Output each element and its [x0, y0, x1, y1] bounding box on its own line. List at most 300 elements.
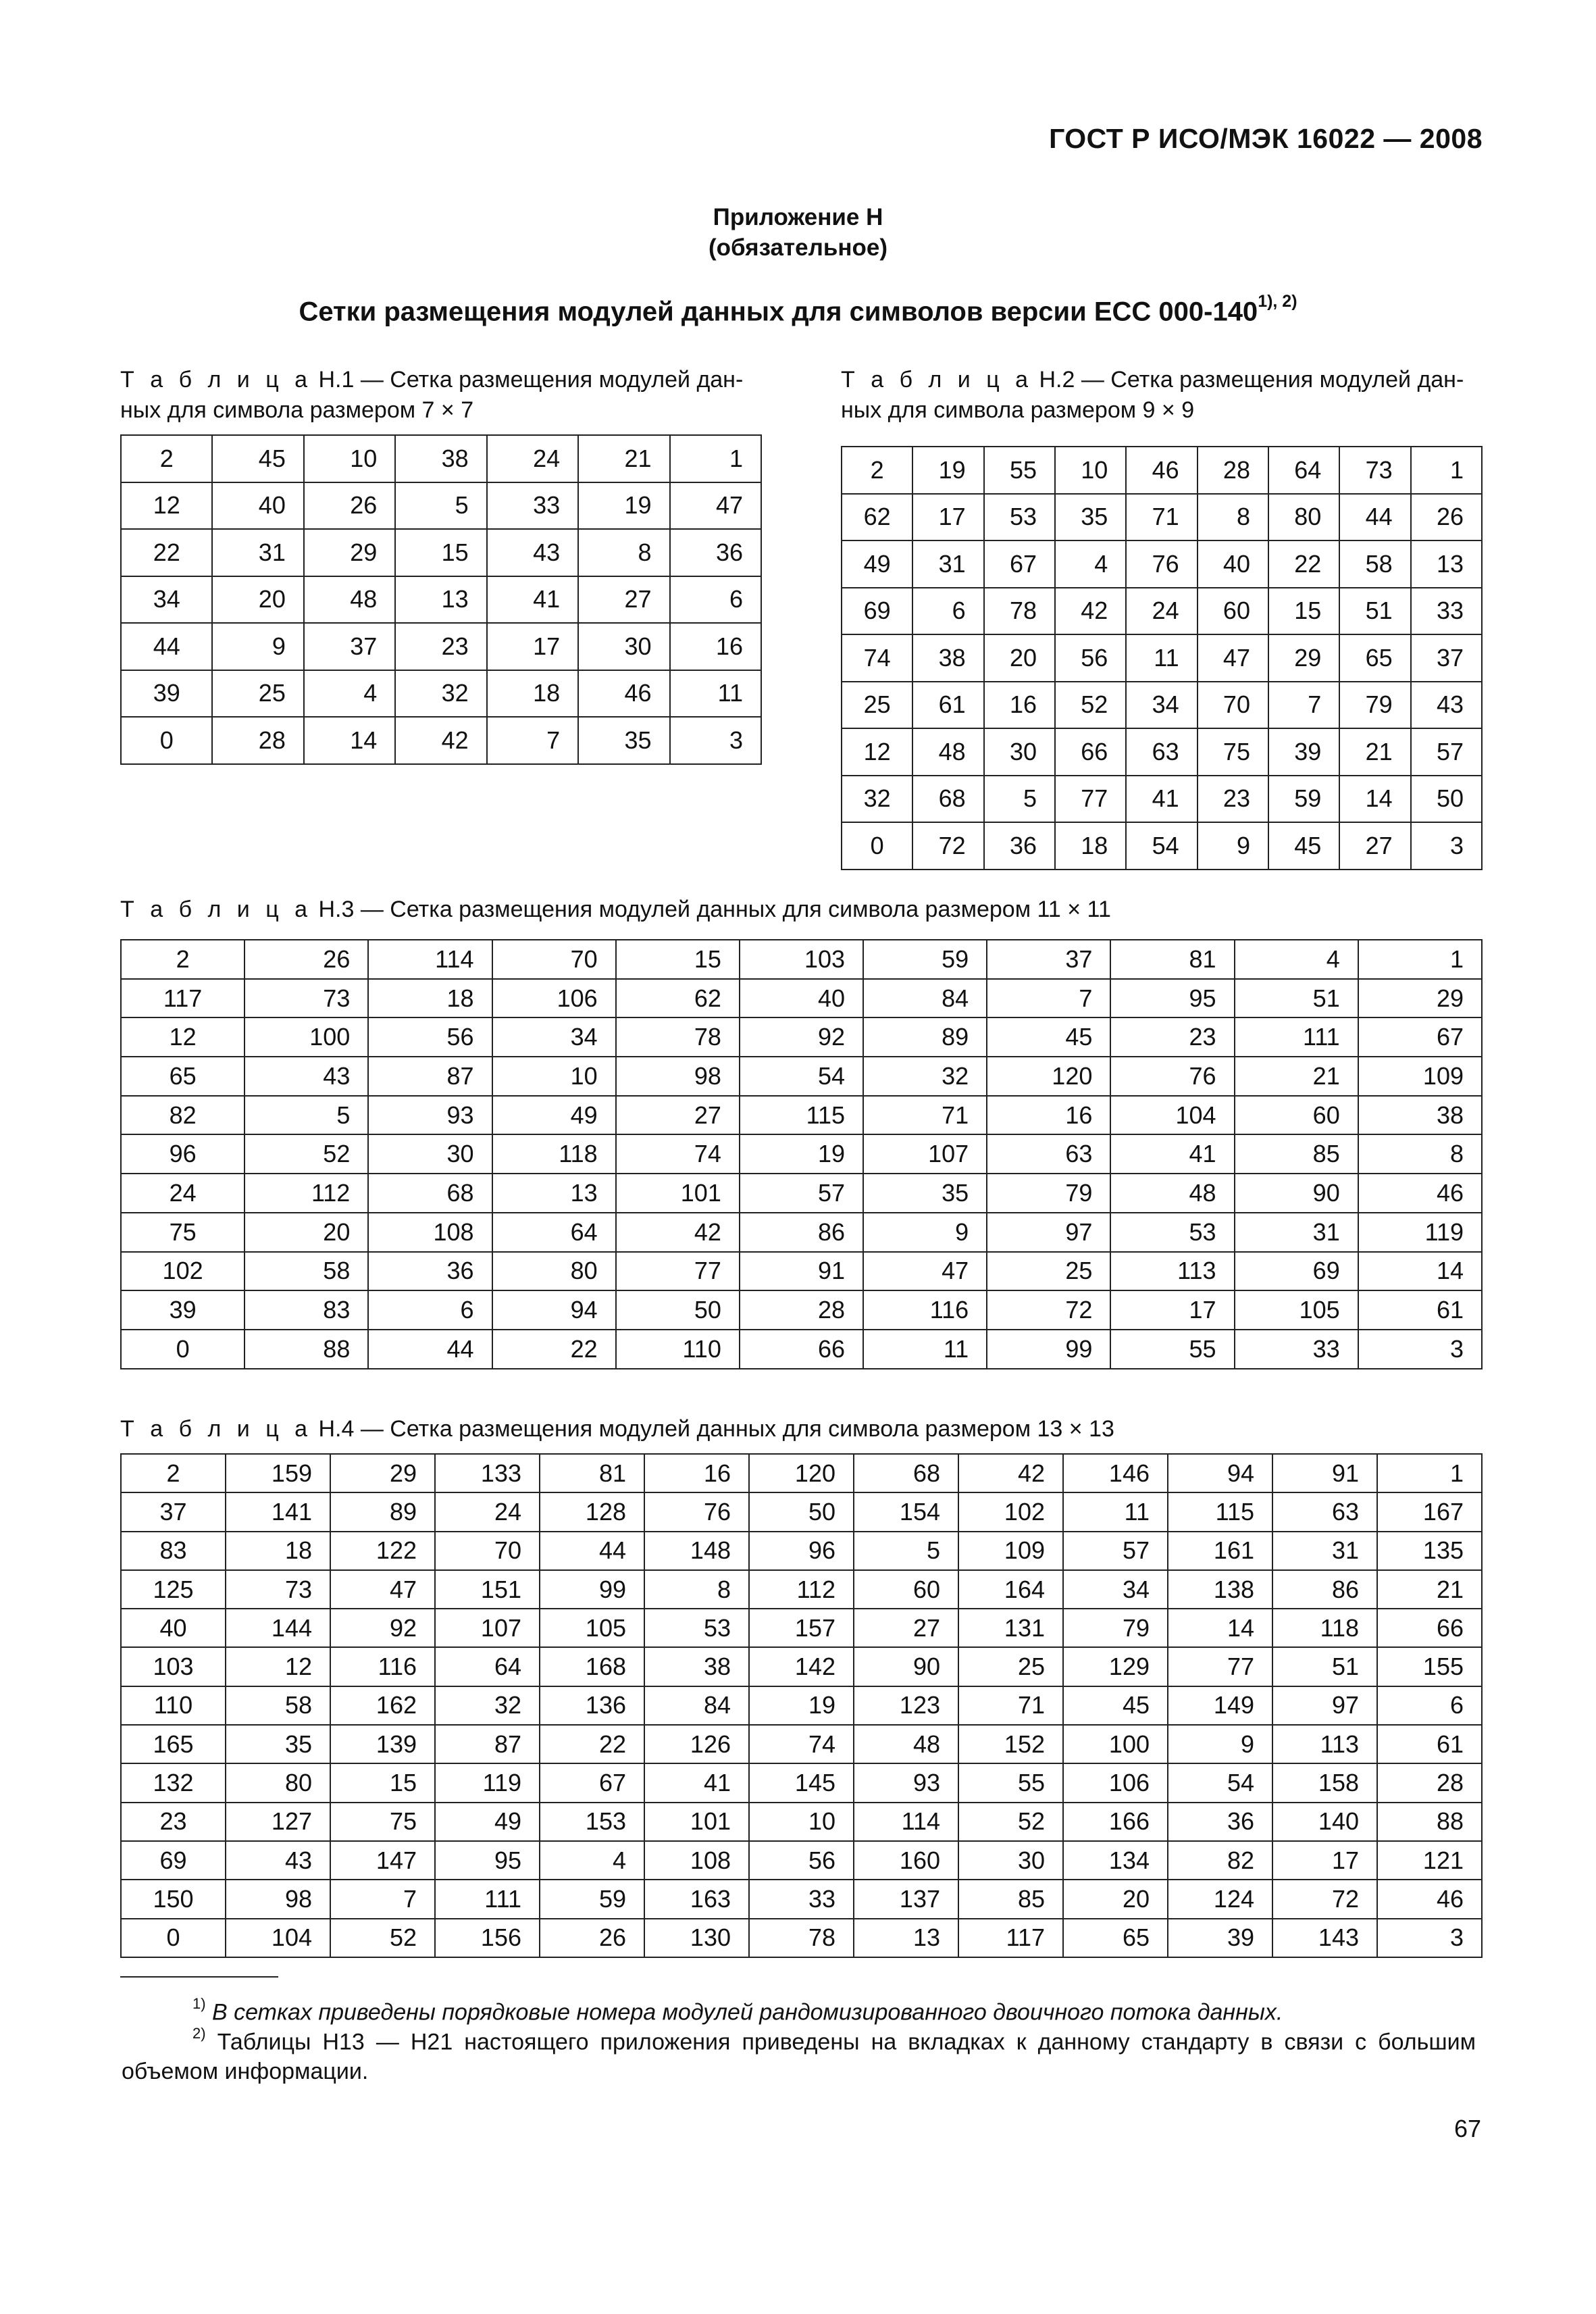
table-cell: 53 [984, 494, 1055, 541]
table-cell: 11 [670, 670, 761, 718]
table-cell: 71 [1126, 494, 1197, 541]
table-row [121, 1174, 1482, 1213]
table-cell: 19 [740, 1134, 863, 1174]
table-cell: 16 [984, 682, 1055, 729]
table-cell: 12 [226, 1647, 330, 1686]
table-cell: 44 [1339, 494, 1410, 541]
table-cell: 158 [1272, 1763, 1377, 1802]
table-cell: 101 [644, 1803, 749, 1841]
table-cell: 0 [121, 717, 212, 764]
table-row [842, 822, 1482, 870]
table-cell: 17 [912, 494, 983, 541]
table-cell: 140 [1272, 1803, 1377, 1841]
table-cell: 36 [368, 1252, 492, 1291]
table-cell: 81 [540, 1454, 644, 1492]
table-cell: 20 [212, 576, 303, 624]
table-cell: 59 [540, 1880, 644, 1918]
caption-word: Т а б л и ц а [120, 1416, 313, 1442]
table-cell: 141 [226, 1492, 330, 1531]
table-h1 [120, 434, 762, 765]
table-cell: 115 [1168, 1492, 1272, 1531]
table-cell: 76 [644, 1492, 749, 1531]
table-cell: 164 [958, 1570, 1063, 1609]
table-row [842, 728, 1482, 776]
table-cell: 91 [1272, 1454, 1377, 1492]
table-cell: 69 [842, 588, 912, 635]
table-cell: 90 [854, 1647, 958, 1686]
table-row [121, 576, 761, 624]
table-cell: 64 [1268, 447, 1339, 494]
page-number: 67 [1453, 2115, 1481, 2142]
table-cell: 147 [330, 1841, 435, 1880]
table-cell: 68 [854, 1454, 958, 1492]
table-row [121, 1686, 1482, 1725]
table-cell: 12 [121, 1017, 244, 1057]
table-cell: 36 [670, 529, 761, 576]
table-cell: 33 [1411, 588, 1482, 635]
table-cell: 79 [1063, 1609, 1168, 1647]
table-cell: 3 [670, 717, 761, 764]
table-cell: 7 [330, 1880, 435, 1918]
table-row [121, 1919, 1482, 1957]
table-cell: 27 [578, 576, 669, 624]
table-cell: 22 [121, 529, 212, 576]
table-cell: 60 [1235, 1096, 1358, 1135]
table-cell: 148 [644, 1532, 749, 1570]
table-cell: 30 [984, 728, 1055, 776]
table-cell: 21 [1339, 728, 1410, 776]
table-cell: 103 [740, 940, 863, 979]
footnote-text: Таблицы Н13 — Н21 настоящего приложения приведены на вкладках к данному стандарту в связи с большим объемом информации. [122, 2029, 1476, 2085]
table-cell: 47 [863, 1252, 987, 1291]
table-cell: 133 [435, 1454, 540, 1492]
table-cell: 105 [540, 1609, 644, 1647]
table-cell: 16 [644, 1454, 749, 1492]
table-cell: 85 [1235, 1134, 1358, 1174]
table-cell: 23 [1110, 1017, 1234, 1057]
table-cell: 1 [1377, 1454, 1482, 1492]
table-cell: 52 [958, 1803, 1063, 1841]
table-cell: 46 [1126, 447, 1197, 494]
table-h3 [120, 939, 1483, 1369]
table-cell: 10 [1055, 447, 1126, 494]
table-cell: 112 [749, 1570, 854, 1609]
table-cell: 59 [863, 940, 987, 979]
table-cell: 30 [368, 1134, 492, 1174]
table-cell: 94 [492, 1290, 616, 1330]
table-cell: 18 [487, 670, 578, 718]
table-row [121, 940, 1482, 979]
table-cell: 39 [1268, 728, 1339, 776]
table-cell: 42 [1055, 588, 1126, 635]
table-cell: 129 [1063, 1647, 1168, 1686]
table-cell: 30 [958, 1841, 1063, 1880]
table-cell: 110 [121, 1686, 226, 1725]
table-cell: 82 [1168, 1841, 1272, 1880]
table-cell: 9 [863, 1213, 987, 1252]
table-cell: 58 [226, 1686, 330, 1725]
table-cell: 101 [616, 1174, 740, 1213]
table-cell: 13 [854, 1919, 958, 1957]
table-row [121, 1609, 1482, 1647]
footnote-mark: 2) [192, 2025, 206, 2042]
table-cell: 163 [644, 1880, 749, 1918]
table-cell: 49 [842, 540, 912, 588]
table-cell: 10 [304, 435, 395, 482]
table-cell: 153 [540, 1803, 644, 1841]
table-cell: 117 [958, 1919, 1063, 1957]
table-row [842, 588, 1482, 635]
table-cell: 33 [487, 482, 578, 530]
table-cell: 60 [1198, 588, 1268, 635]
table-cell: 38 [912, 634, 983, 682]
table-cell: 19 [578, 482, 669, 530]
table-cell: 25 [958, 1647, 1063, 1686]
table-cell: 159 [226, 1454, 330, 1492]
table-cell: 52 [244, 1134, 368, 1174]
table-caption-h4 [120, 1414, 1485, 1444]
table-cell: 37 [1411, 634, 1482, 682]
table-cell: 26 [540, 1919, 644, 1957]
table-cell: 71 [958, 1686, 1063, 1725]
table-cell: 87 [435, 1725, 540, 1763]
table-cell: 165 [121, 1725, 226, 1763]
table-cell: 8 [1358, 1134, 1482, 1174]
table-row [121, 1213, 1482, 1252]
table-cell: 6 [368, 1290, 492, 1330]
table-row [121, 1252, 1482, 1291]
table-cell: 96 [121, 1134, 244, 1174]
table-cell: 8 [578, 529, 669, 576]
table-cell: 31 [212, 529, 303, 576]
table-row [121, 1763, 1482, 1802]
table-cell: 51 [1235, 979, 1358, 1018]
table-cell: 78 [616, 1017, 740, 1057]
footnote-separator [120, 1976, 278, 1978]
table-cell: 41 [487, 576, 578, 624]
table-cell: 109 [958, 1532, 1063, 1570]
table-cell: 132 [121, 1763, 226, 1802]
table-cell: 10 [749, 1803, 854, 1841]
table-row [121, 1096, 1482, 1135]
table-cell: 27 [1339, 822, 1410, 870]
table-cell: 33 [749, 1880, 854, 1918]
caption-word: Т а б л и ц а [120, 897, 313, 922]
table-cell: 108 [368, 1213, 492, 1252]
table-cell: 118 [1272, 1609, 1377, 1647]
footnote-2 [122, 2021, 1476, 2086]
table-cell: 19 [912, 447, 983, 494]
table-cell: 1 [1358, 940, 1482, 979]
table-cell: 136 [540, 1686, 644, 1725]
caption-line-2: ных для символа размером 9 × 9 [841, 397, 1195, 423]
table-cell: 77 [1055, 776, 1126, 823]
table-cell: 14 [1339, 776, 1410, 823]
table-cell: 4 [304, 670, 395, 718]
table-cell: 51 [1339, 588, 1410, 635]
table-cell: 63 [987, 1134, 1110, 1174]
table-cell: 37 [304, 623, 395, 670]
appendix-heading [0, 292, 1596, 327]
table-cell: 31 [912, 540, 983, 588]
table-cell: 88 [1377, 1803, 1482, 1841]
table-cell: 49 [435, 1803, 540, 1841]
table-cell: 161 [1168, 1532, 1272, 1570]
table-cell: 114 [854, 1803, 958, 1841]
table-cell: 67 [984, 540, 1055, 588]
table-cell: 113 [1272, 1725, 1377, 1763]
table-cell: 126 [644, 1725, 749, 1763]
table-cell: 6 [912, 588, 983, 635]
caption-line [841, 365, 1486, 395]
table-cell: 146 [1063, 1454, 1168, 1492]
table-cell: 6 [670, 576, 761, 624]
table-cell: 42 [395, 717, 486, 764]
table-cell: 138 [1168, 1570, 1272, 1609]
table-cell: 104 [1110, 1096, 1234, 1135]
table-cell: 108 [644, 1841, 749, 1880]
caption-line-2: ных для символа размером 7 × 7 [120, 397, 474, 423]
table-cell: 15 [616, 940, 740, 979]
table-cell: 81 [1110, 940, 1234, 979]
table-cell: 7 [1268, 682, 1339, 729]
table-cell: 54 [1126, 822, 1197, 870]
table-row [121, 1803, 1482, 1841]
table-cell: 117 [121, 979, 244, 1018]
caption-text: Н.4 — Сетка размещения модулей данных для символа размером 13 × 13 [318, 1416, 1114, 1442]
table-cell: 21 [1377, 1570, 1482, 1609]
table-cell: 32 [435, 1686, 540, 1725]
table-cell: 98 [616, 1057, 740, 1096]
table-row [121, 1134, 1482, 1174]
table-cell: 128 [540, 1492, 644, 1531]
table-cell: 50 [616, 1290, 740, 1330]
table-caption-h2 [841, 365, 1486, 426]
table-cell: 29 [330, 1454, 435, 1492]
table-cell: 134 [1063, 1841, 1168, 1880]
table-cell: 40 [121, 1609, 226, 1647]
table-cell: 13 [395, 576, 486, 624]
table-cell: 23 [1198, 776, 1268, 823]
table-cell: 100 [244, 1017, 368, 1057]
table-cell: 144 [226, 1609, 330, 1647]
table-cell: 116 [330, 1647, 435, 1686]
table-cell: 4 [1055, 540, 1126, 588]
table-cell: 64 [435, 1647, 540, 1686]
table-cell: 74 [749, 1725, 854, 1763]
table-cell: 155 [1377, 1647, 1482, 1686]
table-cell: 2 [842, 447, 912, 494]
table-cell: 96 [749, 1532, 854, 1570]
table-cell: 38 [644, 1647, 749, 1686]
table-cell: 28 [1377, 1763, 1482, 1802]
table-cell: 166 [1063, 1803, 1168, 1841]
table-cell: 18 [226, 1532, 330, 1570]
table-cell: 104 [226, 1919, 330, 1957]
table-cell: 23 [121, 1803, 226, 1841]
table-cell: 74 [616, 1134, 740, 1174]
table-cell: 80 [1268, 494, 1339, 541]
table-cell: 97 [987, 1213, 1110, 1252]
table-cell: 57 [1063, 1532, 1168, 1570]
table-cell: 43 [487, 529, 578, 576]
table-row [121, 1880, 1482, 1918]
table-cell: 67 [1358, 1017, 1482, 1057]
table-cell: 86 [1272, 1570, 1377, 1609]
table-cell: 69 [1235, 1252, 1358, 1291]
table-cell: 46 [1358, 1174, 1482, 1213]
table-cell: 45 [1063, 1686, 1168, 1725]
table-cell: 3 [1377, 1919, 1482, 1957]
table-cell: 15 [395, 529, 486, 576]
table-cell: 12 [842, 728, 912, 776]
table-cell: 29 [1268, 634, 1339, 682]
table-cell: 35 [863, 1174, 987, 1213]
table-cell: 90 [1235, 1174, 1358, 1213]
table-h2 [841, 446, 1483, 870]
table-row [121, 1532, 1482, 1570]
table-cell: 73 [244, 979, 368, 1018]
table-cell: 10 [492, 1057, 616, 1096]
table-cell: 94 [1168, 1454, 1272, 1492]
table-cell: 35 [578, 717, 669, 764]
table-cell: 2 [121, 435, 212, 482]
table-cell: 149 [1168, 1686, 1272, 1725]
table-cell: 2 [121, 1454, 226, 1492]
table-cell: 75 [1198, 728, 1268, 776]
table-cell: 137 [854, 1880, 958, 1918]
table-cell: 95 [1110, 979, 1234, 1018]
table-cell: 42 [616, 1213, 740, 1252]
table-cell: 114 [368, 940, 492, 979]
caption-word: Т а б л и ц а [120, 367, 313, 393]
table-cell: 22 [1268, 540, 1339, 588]
table-cell: 36 [984, 822, 1055, 870]
table-cell: 72 [912, 822, 983, 870]
table-cell: 102 [958, 1492, 1063, 1531]
table-cell: 43 [1411, 682, 1482, 729]
table-cell: 8 [1198, 494, 1268, 541]
table-row [842, 634, 1482, 682]
table-cell: 17 [1272, 1841, 1377, 1880]
table-cell: 26 [244, 940, 368, 979]
table-cell: 59 [1268, 776, 1339, 823]
table-cell: 65 [1339, 634, 1410, 682]
table-cell: 154 [854, 1492, 958, 1531]
table-h4 [120, 1453, 1483, 1958]
table-cell: 168 [540, 1647, 644, 1686]
table-row [121, 435, 761, 482]
table-cell: 29 [1358, 979, 1482, 1018]
table-cell: 33 [1235, 1330, 1358, 1369]
table-cell: 66 [740, 1330, 863, 1369]
table-cell: 17 [487, 623, 578, 670]
table-cell: 64 [492, 1213, 616, 1252]
table-cell: 121 [1377, 1841, 1482, 1880]
table-cell: 82 [121, 1096, 244, 1135]
table-cell: 119 [435, 1763, 540, 1802]
table-cell: 3 [1358, 1330, 1482, 1369]
table-cell: 5 [984, 776, 1055, 823]
appendix-title: Приложение Н [713, 204, 883, 230]
table-cell: 4 [540, 1841, 644, 1880]
table-cell: 48 [1110, 1174, 1234, 1213]
table-cell: 167 [1377, 1492, 1482, 1531]
table-cell: 78 [749, 1919, 854, 1957]
table-cell: 72 [987, 1290, 1110, 1330]
table-cell: 37 [987, 940, 1110, 979]
table-cell: 97 [1272, 1686, 1377, 1725]
table-cell: 48 [304, 576, 395, 624]
table-cell: 80 [226, 1763, 330, 1802]
table-cell: 26 [1411, 494, 1482, 541]
table-cell: 106 [492, 979, 616, 1018]
heading-text: Сетки размещения модулей данных для символов версии ЕСС 000-140 [299, 297, 1258, 327]
table-cell: 109 [1358, 1057, 1482, 1096]
table-cell: 79 [987, 1174, 1110, 1213]
table-cell: 75 [330, 1803, 435, 1841]
table-cell: 36 [1168, 1803, 1272, 1841]
table-cell: 70 [1198, 682, 1268, 729]
table-cell: 56 [749, 1841, 854, 1880]
table-cell: 38 [395, 435, 486, 482]
table-cell: 67 [540, 1763, 644, 1802]
table-cell: 92 [330, 1609, 435, 1647]
table-row [842, 494, 1482, 541]
table-cell: 58 [1339, 540, 1410, 588]
table-cell: 60 [854, 1570, 958, 1609]
table-cell: 130 [644, 1919, 749, 1957]
table-cell: 15 [330, 1763, 435, 1802]
table-cell: 70 [435, 1532, 540, 1570]
table-cell: 116 [863, 1290, 987, 1330]
table-cell: 62 [616, 979, 740, 1018]
table-cell: 48 [854, 1725, 958, 1763]
table-cell: 45 [987, 1017, 1110, 1057]
table-cell: 47 [1198, 634, 1268, 682]
table-cell: 118 [492, 1134, 616, 1174]
table-cell: 50 [1411, 776, 1482, 823]
table-cell: 69 [121, 1841, 226, 1880]
table-cell: 26 [304, 482, 395, 530]
table-cell: 45 [212, 435, 303, 482]
table-cell: 13 [492, 1174, 616, 1213]
table-cell: 25 [842, 682, 912, 729]
table-cell: 54 [1168, 1763, 1272, 1802]
table-cell: 74 [842, 634, 912, 682]
table-row [121, 1841, 1482, 1880]
table-cell: 40 [212, 482, 303, 530]
table-cell: 62 [842, 494, 912, 541]
table-cell: 18 [1055, 822, 1126, 870]
table-cell: 20 [984, 634, 1055, 682]
table-cell: 135 [1377, 1532, 1482, 1570]
table-cell: 107 [863, 1134, 987, 1174]
table-cell: 17 [1110, 1290, 1234, 1330]
table-cell: 131 [958, 1609, 1063, 1647]
table-cell: 68 [368, 1174, 492, 1213]
table-cell: 122 [330, 1532, 435, 1570]
table-cell: 7 [487, 717, 578, 764]
table-cell: 21 [1235, 1057, 1358, 1096]
table-cell: 143 [1272, 1919, 1377, 1957]
table-cell: 66 [1377, 1609, 1482, 1647]
caption-text: Н.3 — Сетка размещения модулей данных для символа размером 11 × 11 [318, 897, 1111, 922]
table-cell: 142 [749, 1647, 854, 1686]
appendix-status: (обязательное) [708, 234, 887, 261]
table-cell: 119 [1358, 1213, 1482, 1252]
table-cell: 41 [1110, 1134, 1234, 1174]
